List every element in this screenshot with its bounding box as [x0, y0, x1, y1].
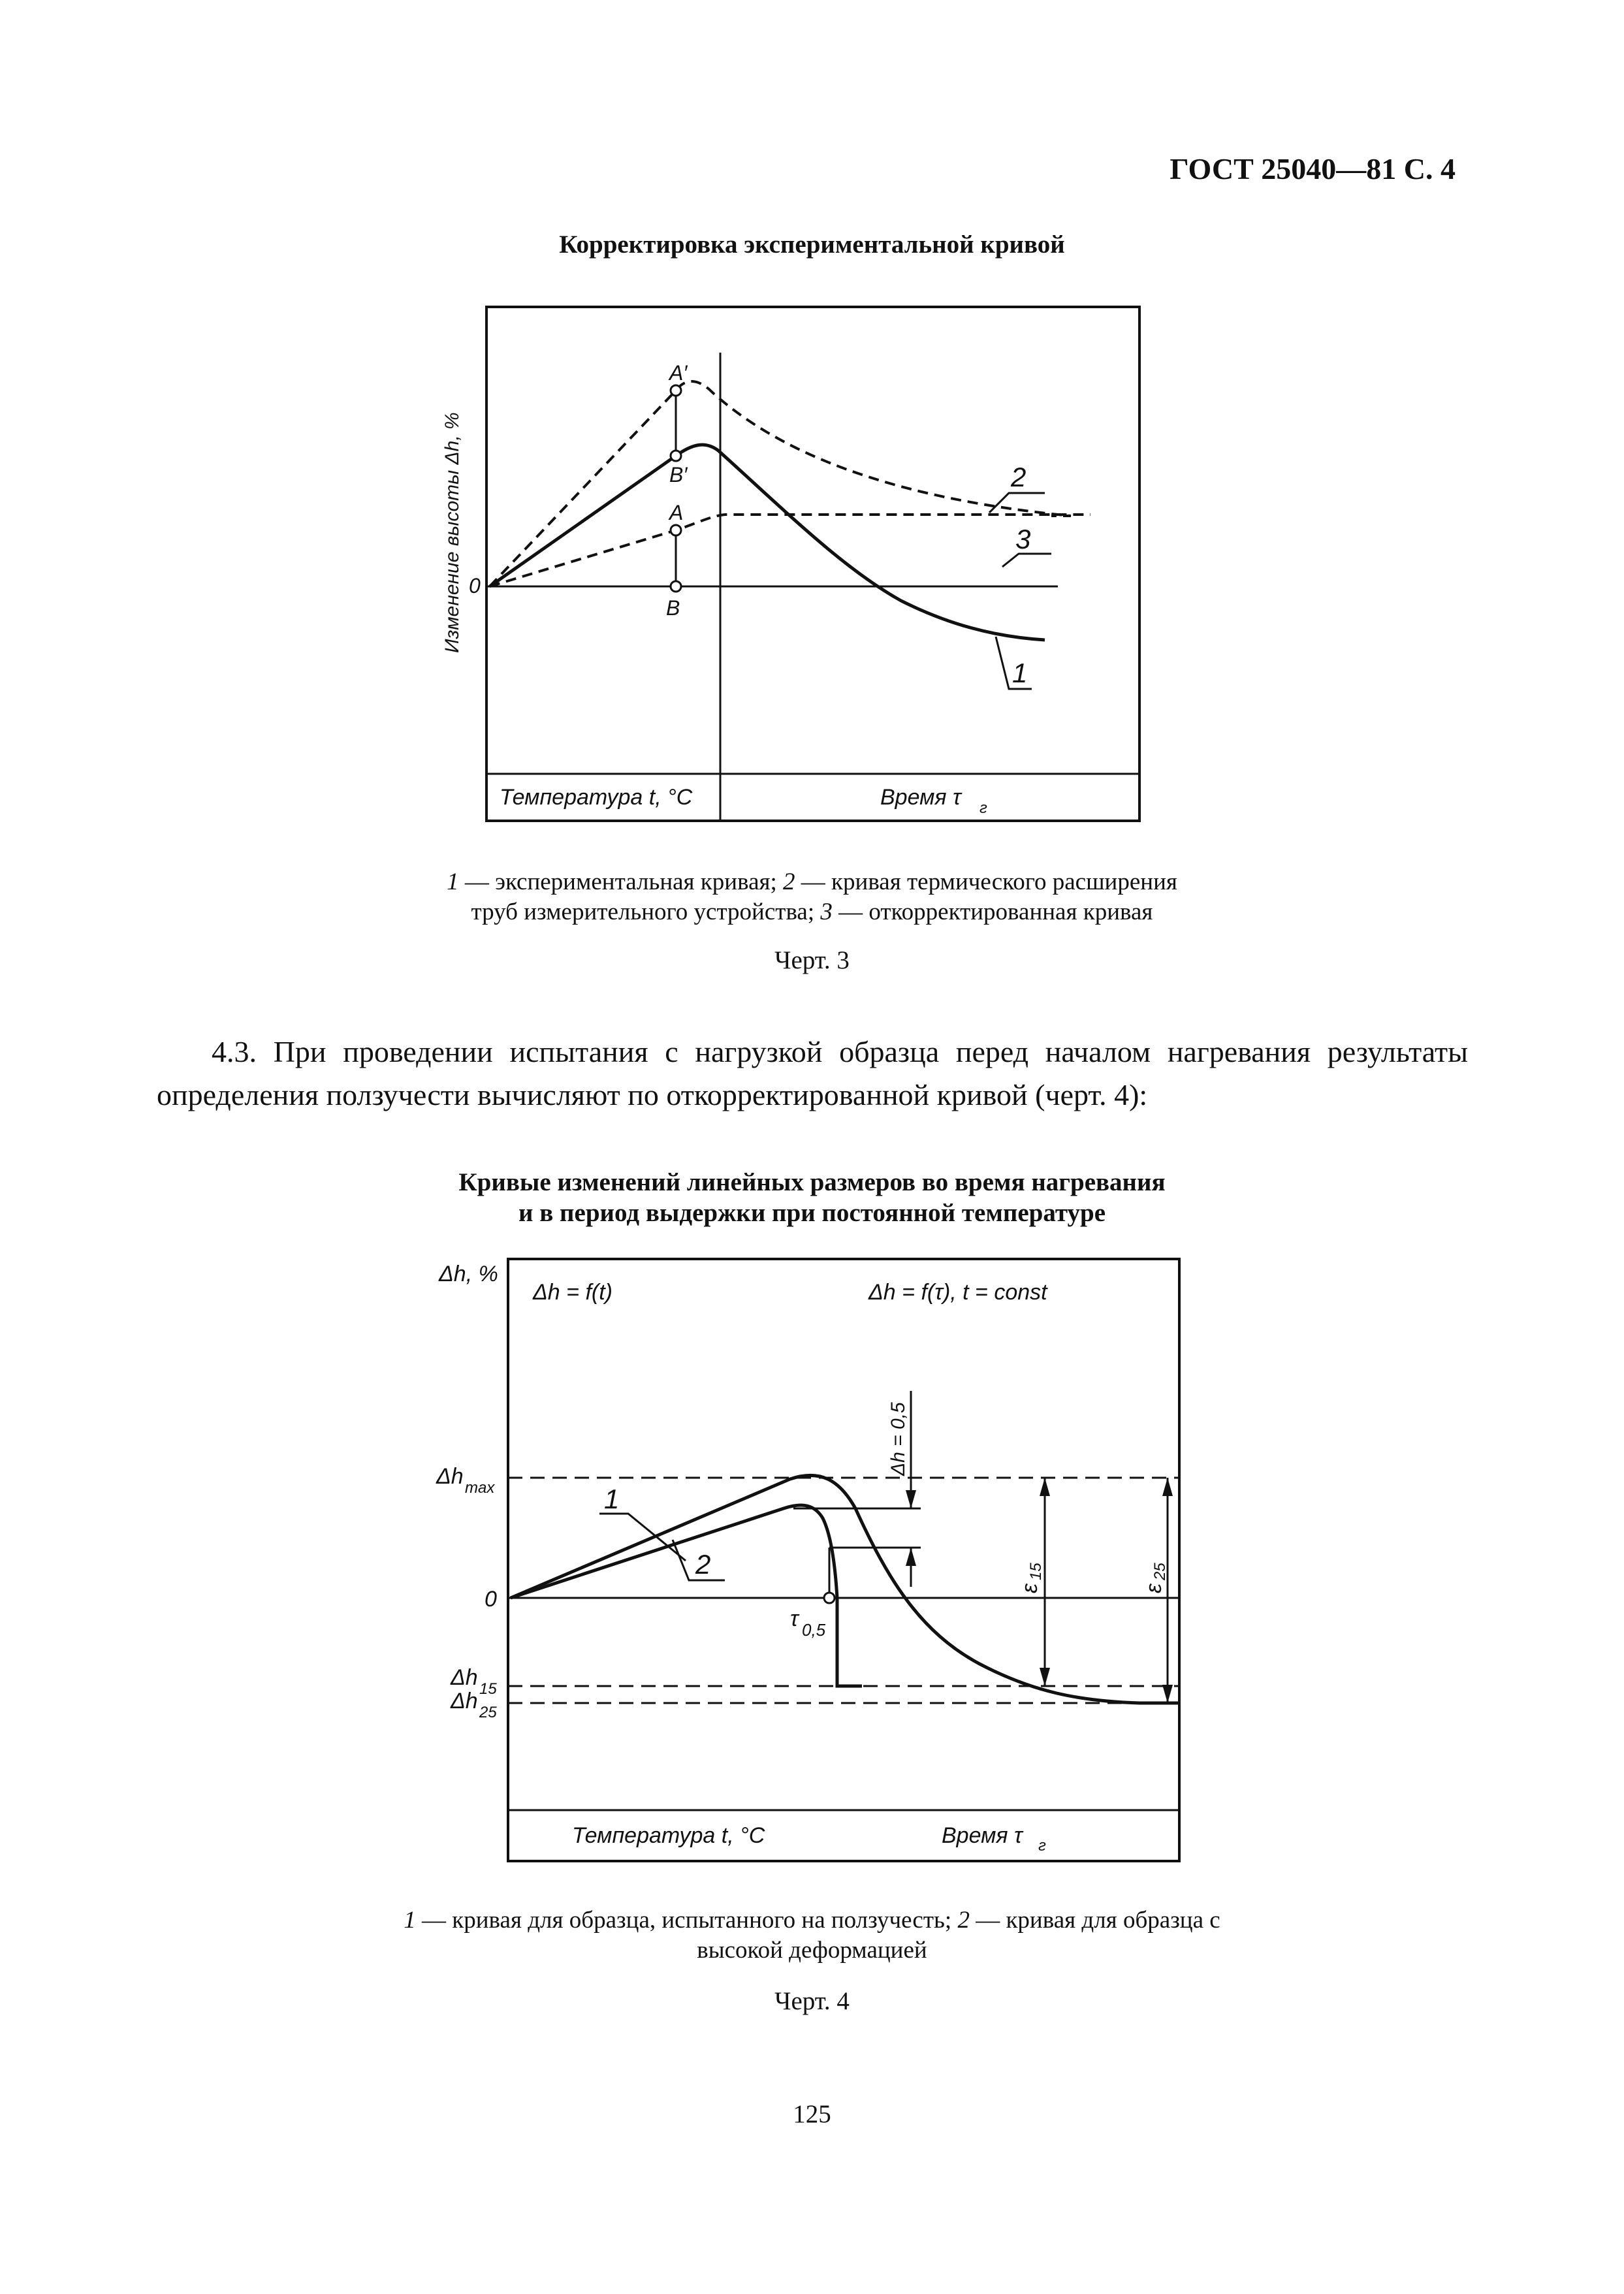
- figure3-label-bprime: B′: [669, 463, 688, 486]
- figure4-eps15-label: ε: [1017, 1584, 1042, 1593]
- figure3-caption-num1: 1: [447, 868, 459, 895]
- figure4-chert: Черт. 4: [774, 1987, 850, 2015]
- figure4-tau-point: [824, 1593, 835, 1603]
- figure4-title-line1: Кривые изменений линейных размеров во время нагревания: [458, 1168, 1166, 1196]
- figure3-label-a: A: [669, 501, 684, 524]
- figure3-label-aprime: A′: [669, 361, 688, 385]
- figure3-caption-text3: труб измерительного устройства;: [471, 899, 821, 926]
- figure4-caption-line2: высокой деформацией: [697, 1937, 927, 1964]
- figure3-caption-num2: 2: [783, 868, 795, 895]
- figure4-dh25-sub: 25: [479, 1704, 497, 1721]
- document-header: ГОСТ 25040—81 С. 4: [1170, 152, 1456, 185]
- figure4-eps15-sub: 15: [1027, 1563, 1045, 1580]
- figure4-formula-right: Δh = f(τ), t = const: [868, 1280, 1047, 1305]
- figure3-caption: [0, 867, 1624, 928]
- figure4-eps25-label: ε: [1141, 1584, 1166, 1593]
- figure3-leader-3: [1002, 554, 1051, 567]
- figure3-xlabel-right: Время τ: [880, 785, 961, 810]
- figure4-caption-text1: — кривая для образца, испытанного на ползучесть;: [415, 1907, 958, 1934]
- figure4-dhmax-label: Δh: [436, 1464, 464, 1489]
- figure4-xlabel-left: Температура t, °С: [572, 1823, 765, 1848]
- figure3-label-b: B: [666, 596, 680, 620]
- figure3-ylabel: Изменение высоты Δh, %: [441, 412, 463, 653]
- figure4-tau-label: τ: [790, 1606, 799, 1631]
- figure3-curve-3: [490, 515, 1091, 586]
- figure4-dh-half-label: Δh = 0,5: [887, 1402, 909, 1476]
- figure3-chert: Черт. 3: [774, 946, 850, 974]
- paragraph-4-3: 4.3. При проведении испытания с нагрузкой образца перед началом нагревания результаты определения ползучести вычисляют по откорректированной кривой (черт. 4):: [157, 1035, 1468, 1111]
- figure3-caption-text4: — откорректированная кривая: [832, 899, 1153, 926]
- figure3-point-aprime: [671, 385, 681, 396]
- figure3-curve-1: [490, 445, 1045, 640]
- figure4-ylabel: Δh, %: [439, 1262, 498, 1286]
- figure3-chart: [441, 307, 1139, 821]
- figure4-caption-line1: [0, 1905, 1624, 1936]
- figure3-label-3: 3: [1015, 524, 1031, 554]
- figure4-chart: [436, 1259, 1179, 1861]
- figure4-curve-2: [511, 1505, 862, 1686]
- figure4-label-2: 2: [695, 1549, 711, 1580]
- figure3-point-bprime: [671, 451, 681, 461]
- figure4-label-1: 1: [604, 1484, 620, 1514]
- figure3-caption-line2: [0, 897, 1624, 927]
- figure4-dh25-label: Δh: [451, 1689, 478, 1713]
- figure3-label-2: 2: [1011, 462, 1027, 492]
- figure4-xlabel-right-sub: г: [1038, 1837, 1046, 1855]
- figure4-zero-label: 0: [485, 1587, 497, 1612]
- figure3-caption-line1: [0, 867, 1624, 897]
- figure3-label-1: 1: [1012, 658, 1028, 688]
- figure4-dh-half-arrow-bot: [906, 1548, 916, 1566]
- figure4-eps15-arrow-bot: [1040, 1668, 1050, 1686]
- figure4-eps25-sub: 25: [1151, 1563, 1169, 1580]
- figure3-caption-text1: — экспериментальная кривая;: [458, 868, 784, 895]
- figure3-curve-2: [490, 381, 1071, 586]
- figure4-dh-half-arrow-top: [906, 1490, 916, 1508]
- figure4-caption-num1: 1: [404, 1907, 416, 1934]
- figure3-xlabel-right-sub: г: [979, 799, 987, 817]
- figure4-caption: [0, 1905, 1624, 1966]
- figure4-caption-num2: 2: [957, 1907, 970, 1934]
- figure4-frame: [508, 1259, 1179, 1861]
- figure3-point-b: [671, 581, 681, 592]
- figure3-frame: [486, 307, 1139, 821]
- figure4-title-line2: и в период выдержки при постоянной температуре: [518, 1198, 1106, 1227]
- figure3-point-a: [671, 525, 681, 535]
- figure3-caption-text2: — кривая термического расширения: [795, 868, 1177, 895]
- figure4-formula-left: Δh = f(t): [533, 1280, 613, 1305]
- figure3-zero-label: 0: [469, 574, 481, 597]
- figure4-tau-sub: 0,5: [802, 1620, 826, 1640]
- figure4-xlabel-right: Время τ: [942, 1823, 1023, 1848]
- figure3-leader-2: [989, 493, 1045, 513]
- page-number: 125: [793, 2100, 831, 2128]
- figure4-eps25-arrow-top: [1162, 1478, 1173, 1496]
- figure4-eps25-arrow-bot: [1162, 1685, 1173, 1703]
- figure3-title: Корректировка экспериментальной кривой: [559, 231, 1065, 259]
- figure4-dh15-label: Δh: [451, 1665, 478, 1690]
- figure4-caption-text2: — кривая для образца с: [969, 1907, 1220, 1934]
- figure4-dhmax-sub: max: [465, 1479, 495, 1497]
- figure3-xlabel-left: Температура t, °С: [500, 785, 693, 810]
- figure4-dh15-sub: 15: [479, 1680, 497, 1698]
- figure4-eps15-arrow-top: [1040, 1478, 1050, 1496]
- figure3-caption-num3: 3: [820, 899, 833, 926]
- figure4-title: [0, 1168, 1624, 1229]
